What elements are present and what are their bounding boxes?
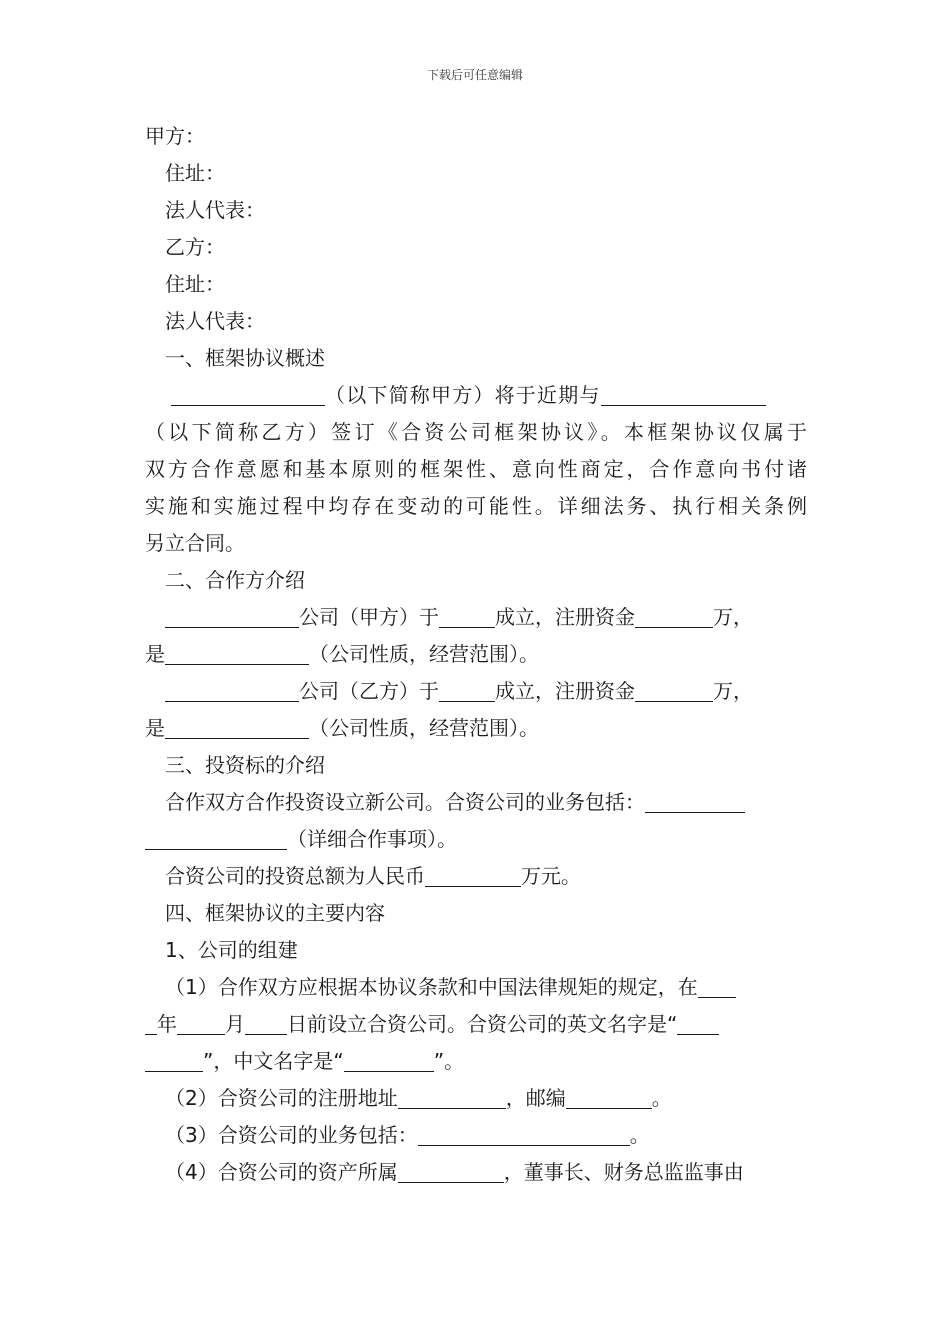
section-3-line-2: （详细合作事项）。: [145, 821, 807, 858]
blank-total-investment: [425, 862, 521, 887]
blank-business-cont: [145, 825, 287, 850]
section-3-line-1: 合作双方合作投资设立新公司。合资公司的业务包括：: [145, 784, 807, 821]
blank-nature: [165, 714, 309, 739]
item-2: （2）合资公司的注册地址 ，邮编 。: [165, 1086, 672, 1110]
blank-company: [165, 603, 299, 628]
party-a-label: 甲方：: [145, 124, 205, 148]
page-header: 下载后可任意编辑: [426, 68, 523, 82]
blank-month: [177, 1010, 225, 1035]
blank-party-b-name: [601, 381, 766, 406]
section-1-line-1: （以下简称甲方）将于近期与: [145, 377, 807, 414]
blank-nature: [165, 640, 309, 665]
section-3-line-3: 合资公司的投资总额为人民币 万元。: [165, 864, 581, 888]
blank-day: [245, 1010, 287, 1035]
blank-business: [645, 788, 745, 813]
item-1-line-3: ”，中文名字是“ ”。: [145, 1043, 807, 1080]
party-b-label: 乙方：: [165, 235, 225, 259]
section-1-line-3: 双方合作意愿和基本原则的框架性、意向性商定，合作意向书付诸: [145, 457, 807, 481]
blank-capital: [635, 603, 713, 628]
section-1-line-4: 实施和实施过程中均存在变动的可能性。详细法务、执行相关条例: [145, 494, 807, 518]
party-a-intro-line-2: 是 （公司性质，经营范围）。: [145, 642, 539, 666]
blank-business-scope: [418, 1121, 630, 1146]
section-4-subtitle-1: 1、公司的组建: [165, 938, 298, 962]
section-3-title: 三、投资标的介绍: [165, 753, 325, 777]
blank-year: [698, 973, 736, 998]
section-4-title: 四、框架协议的主要内容: [165, 901, 385, 925]
blank-year-cont: [145, 1010, 157, 1035]
party-a-legal-rep: 法人代表：: [165, 198, 265, 222]
blank-chinese-name: [344, 1047, 434, 1072]
party-b-intro-line-2: 是 （公司性质，经营范围）。: [145, 716, 539, 740]
blank-company: [165, 677, 299, 702]
blank-english-name-cont: [145, 1047, 203, 1072]
party-a-intro-line-1: 公司（甲方）于 成立，注册资金 万，: [145, 599, 807, 636]
item-3: （3）合资公司的业务包括： 。: [165, 1123, 650, 1147]
party-b-intro-line-1: 公司（乙方）于 成立，注册资金 万，: [145, 673, 807, 710]
blank-english-name: [677, 1010, 719, 1035]
blank-asset-owner: [398, 1158, 504, 1183]
party-a-address: 住址：: [165, 161, 225, 185]
blank-capital: [635, 677, 713, 702]
blank-date: [439, 603, 495, 628]
blank-party-a-name: [171, 381, 325, 406]
section-1-line-2: （以下简称乙方）签订《合资公司框架协议》。本框架协议仅属于: [145, 420, 807, 444]
section-1-line-5: 另立合同。: [145, 531, 245, 555]
item-4: （4）合资公司的资产所属 ，董事长、财务总监监事由: [165, 1160, 744, 1184]
blank-postcode: [566, 1084, 652, 1109]
section-1-title: 一、框架协议概述: [165, 346, 325, 370]
party-b-address: 住址：: [165, 272, 225, 296]
document-body: [145, 118, 807, 1191]
item-1-line-1: （1）合作双方应根据本协议条款和中国法律规矩的规定，在: [145, 969, 807, 1006]
section-2-title: 二、合作方介绍: [165, 568, 305, 592]
blank-address: [398, 1084, 506, 1109]
party-b-legal-rep: 法人代表：: [165, 309, 265, 333]
blank-date: [439, 677, 495, 702]
item-1-line-2: 年 月 日前设立合资公司。合资公司的英文名字是“: [145, 1006, 807, 1043]
